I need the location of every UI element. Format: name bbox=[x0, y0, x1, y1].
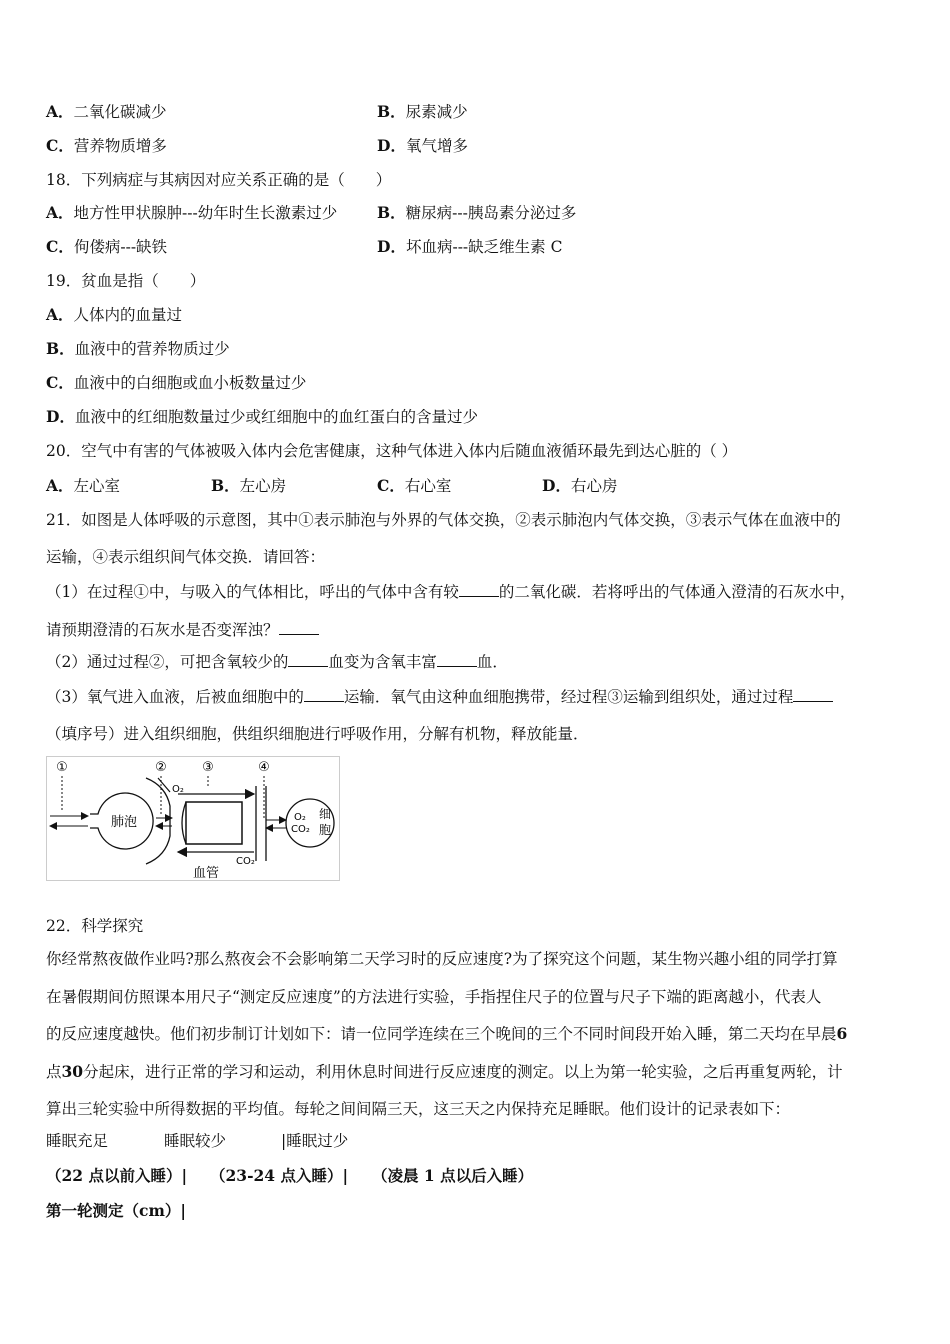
q21-part1-cont: 请预期澄清的石灰水是否变浑浊？ bbox=[46, 620, 319, 640]
table-subheader-3: （凌晨 1 点以后入睡） bbox=[372, 1166, 534, 1185]
q20-option-b: B．左心房 bbox=[211, 476, 287, 495]
q18-option-b: B．糖尿病---胰岛素分泌过多 bbox=[377, 203, 577, 222]
cell-label-2: 胞 bbox=[319, 823, 332, 837]
cell-o2-label: O₂ bbox=[294, 812, 306, 823]
q21-part3: （3）氧气进入血液，后被血细胞中的 运输．氧气由这种血细胞携带，经过程③运输到组织处，通过过程 bbox=[46, 687, 833, 707]
q21-part3-cont: （填序号）进入组织细胞，供组织细胞进行呼吸作用，分解有机物，释放能量． bbox=[46, 725, 589, 743]
q19-option-a: A．人体内的血量过 bbox=[46, 305, 183, 324]
q21-part1: （1）在过程①中，与吸入的气体相比，呼出的气体中含有较 的二氧化碳．若将呼出的气体通入澄清的石灰水中， bbox=[46, 583, 856, 601]
q21-stem-line1: 21．如图是人体呼吸的示意图，其中①表示肺泡与外界的气体交换，②表示肺泡内气体交换，③表示气体在血液中的 bbox=[46, 511, 841, 529]
q21-part2: （2）通过过程②，可把含氧较少的 血变为含氧丰富 血． bbox=[46, 653, 508, 671]
label-3: ③ bbox=[202, 760, 214, 775]
cell-label-1: 细 bbox=[319, 807, 332, 821]
q22-text-line5: 算出三轮实验中所得数据的平均值。每轮之间间隔三天，这三天之内保持充足睡眠。他们设计的记录表如下： bbox=[46, 1100, 791, 1118]
label-1: ① bbox=[56, 760, 68, 775]
q17-option-a: A．二氧化碳减少 bbox=[46, 102, 167, 121]
o2-label: O₂ bbox=[172, 784, 184, 795]
answer-blank[interactable] bbox=[459, 582, 499, 597]
cell-co2-label: CO₂ bbox=[291, 824, 310, 835]
q18-option-d: D．坏血病---缺乏维生素 C bbox=[377, 237, 563, 256]
q22-text-line2: 在暑假期间仿照课本用尺子“测定反应速度”的方法进行实验，手指捏住尺子的位置与尺子下端的距离越小，代表人 bbox=[46, 988, 822, 1006]
q17-option-c: C．营养物质增多 bbox=[46, 136, 167, 155]
q21-stem-line2: 运输，④表示组织间气体交换．请回答： bbox=[46, 548, 326, 566]
respiration-diagram bbox=[46, 756, 340, 881]
q22-text-line4: 点30分起床，进行正常的学习和运动，利用休息时间进行反应速度的测定。以上为第一轮实验，之后再重复两轮，计 bbox=[46, 1062, 843, 1081]
q22-text-line3: 的反应速度越快。他们初步制订计划如下：请一位同学连续在三个晚间的三个不同时间段开始入睡，第二天均在早晨6 bbox=[46, 1024, 848, 1043]
q18-option-a: A．地方性甲状腺肿---幼年时生长激素过少 bbox=[46, 203, 338, 222]
table-header-3: |睡眠过少 bbox=[281, 1132, 349, 1150]
answer-blank[interactable] bbox=[279, 620, 319, 635]
table-header-1: 睡眠充足 bbox=[46, 1132, 109, 1150]
q19-option-d: D．血液中的红细胞数量过少或红细胞中的血红蛋白的含量过少 bbox=[46, 407, 478, 426]
co2-label: CO₂ bbox=[236, 856, 255, 867]
q19-stem: 19．贫血是指（ ） bbox=[46, 272, 206, 290]
answer-blank[interactable] bbox=[304, 687, 344, 702]
q22-title: 22．科学探究 bbox=[46, 917, 144, 935]
table-subheader-2: （23-24 点入睡）| bbox=[210, 1166, 349, 1185]
q20-option-c: C．右心室 bbox=[377, 476, 452, 495]
q19-option-c: C．血液中的白细胞或血小板数量过少 bbox=[46, 373, 307, 392]
q19-option-b: B．血液中的营养物质过少 bbox=[46, 339, 230, 358]
q17-option-d: D．氧气增多 bbox=[377, 136, 468, 155]
answer-blank[interactable] bbox=[437, 652, 477, 667]
answer-blank[interactable] bbox=[793, 687, 833, 702]
q22-text-line1: 你经常熬夜做作业吗?那么熬夜会不会影响第二天学习时的反应速度?为了探究这个问题，某生物兴趣小组的同学打算 bbox=[46, 950, 838, 968]
q20-stem: 20．空气中有害的气体被吸入体内会危害健康，这种气体进入体内后随血液循环最先到达心脏的（ ） bbox=[46, 442, 738, 460]
vessel-inner bbox=[186, 802, 242, 844]
label-4: ④ bbox=[258, 760, 270, 775]
q18-option-c: C．佝偻病---缺铁 bbox=[46, 237, 168, 256]
q18-stem: 18．下列病症与其病因对应关系正确的是（ ） bbox=[46, 171, 392, 189]
table-subheader-1: （22 点以前入睡）| bbox=[46, 1166, 188, 1185]
table-header-2: 睡眠较少 bbox=[164, 1132, 227, 1150]
q17-option-b: B．尿素减少 bbox=[377, 102, 468, 121]
vessel-label: 血管 bbox=[192, 866, 220, 881]
label-2: ② bbox=[155, 760, 167, 775]
table-row-1: 第一轮测定（cm）| bbox=[46, 1201, 186, 1220]
q20-option-a: A．左心室 bbox=[46, 476, 121, 495]
alveolus-label: 肺泡 bbox=[110, 815, 138, 830]
q20-option-d: D．右心房 bbox=[542, 476, 618, 495]
answer-blank[interactable] bbox=[288, 652, 328, 667]
